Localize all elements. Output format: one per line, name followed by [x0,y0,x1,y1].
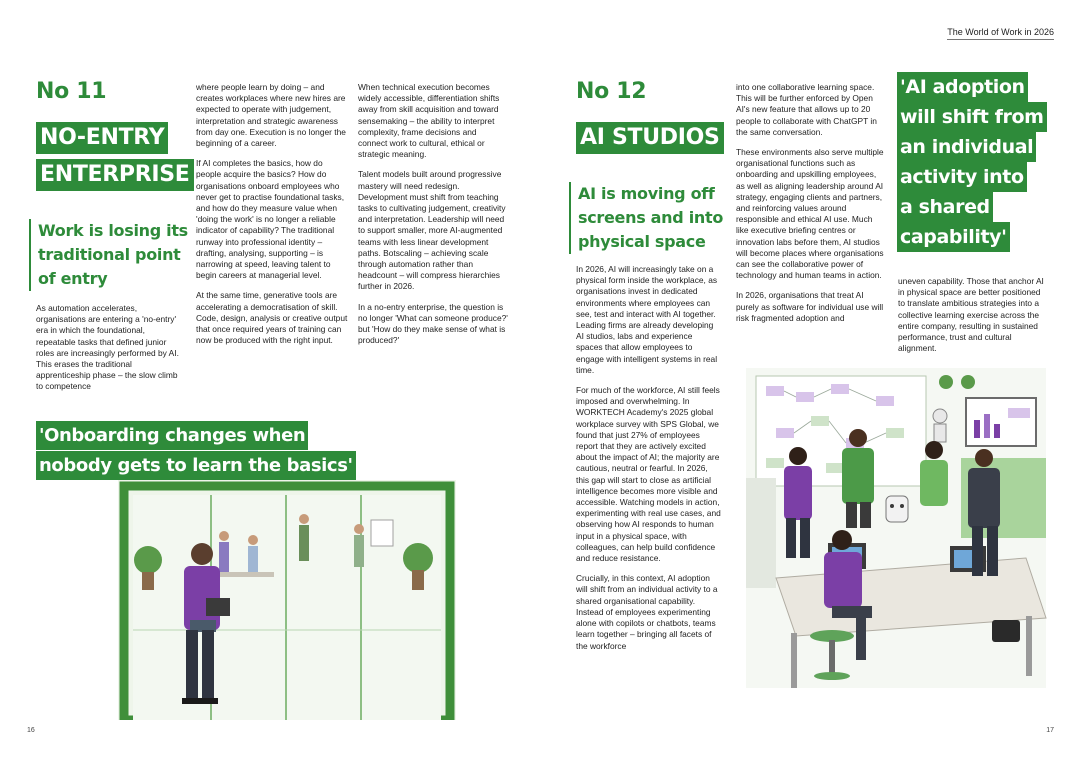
pull-quote [897,72,1047,252]
subhead-line: screens and into [578,208,724,227]
page-number: 17 [1046,727,1054,734]
pull-quote [36,421,356,481]
subhead-line: AI is moving off [578,184,715,203]
paragraph: In 2026, AI will increasingly take on a physical form inside the workplace, as organisations invest in dedicated environments where employees can see, test and interact with AI together. Leading firms are already developing AI studios, labs and experience spaces that allow employees to engage with intelligent systems in real time. [576,264,718,375]
paragraph: where people learn by doing – and creates workplaces where new hires are expected to operate with judgement, interpretation and strategic awareness from day one. Execution is no longer the beginning of a career. [196,82,346,149]
article-subhead [29,219,188,291]
body-column-1 [576,264,721,652]
article-subhead [569,182,723,254]
office-glass-room-illustration [36,480,516,720]
ai-studio-team-illustration [736,368,1056,698]
body-column-1 [36,303,186,393]
paragraph: If AI completes the basics, how do people acquire the basics? How do organisations onboard employees who never get to practise foundational tasks, and how do they measure value when 'doing the work' is no longer a reliable indicator of capability? The traditional runway into professional identity – drafting, analysing, supporting – is narrowing at speed, leaving talent to begin careers at managerial level. [196,158,345,281]
right-page [540,0,1080,764]
quote-line: an individual [897,132,1036,162]
paragraph: In a no-entry enterprise, the question is no longer 'What can someone produce?' but 'How do they make sense of what is produced?' [358,301,508,346]
quote-line: 'AI adoption [897,72,1028,102]
paragraph: into one collaborative learning space. This will be further enforced by Open AI's new feature that allows up to 20 people to collaborate with ChatGPT in the same conversation. [736,82,877,137]
quote-line: a shared [897,192,993,222]
article-title [36,122,194,196]
subhead-line: of entry [38,269,108,288]
running-head: The World of Work in 2026 [947,27,1054,37]
article-title [576,122,724,159]
quote-line: capability' [897,222,1010,252]
paragraph: These environments also serve multiple organisational functions such as onboarding and upskilling employees, as well as aligning leadership around AI strategy, engaging clients and partners, and reinforcing values around responsible and ethical AI use. Much like executive briefing centres or innovation labs before them, AI studios will become places where organisations can see the collaborative power of technology and human teams in action. [736,147,884,281]
paragraph: In 2026, organisations that treat AI purely as software for individual use will risk fragmented adoption and [736,290,884,323]
subhead-line: Work is losing its [38,221,188,240]
body-column-3 [358,82,508,346]
paragraph: uneven capability. Those that anchor AI in physical space are better positioned to translate ambitious strategies into a collective learning exercise across the entire company, resulting in sustained performance, trust and cultural alignment. [898,276,1044,354]
quote-line: will shift from [897,102,1047,132]
quote-line: activity into [897,162,1027,192]
title-line: ENTERPRISE [36,159,194,191]
paragraph: When technical execution becomes widely accessible, differentiation shifts away from skill acquisition and toward sensemaking – the ability to interpret complexity, frame decisions and connect work to cultural, ethical or strategic meaning. [358,82,500,160]
page-number: 16 [27,727,35,734]
body-column-2 [196,82,348,346]
subhead-line: physical space [578,232,706,251]
paragraph: Crucially, in this context, AI adoption will shift from an individual activity to a shared organisational capability. Instead of employees experimenting alone with copilots or chatbots, teams learn together – bringing all facets of the workforce [576,573,718,651]
paragraph: Talent models built around progressive mastery will need redesign. Development must shift from teaching tasks to cultivating judgement, creativity and interpretation. Leadership will need to support smaller, more AI-augmented teams with less linear development paths. Botscaling – achieving scale through automation rather than headcount – will compress hierarchies further in 2026. [358,169,506,292]
title-line: AI STUDIOS [576,122,724,154]
title-line: NO-ENTRY [36,122,168,154]
body-column-2 [736,82,886,324]
paragraph: At the same time, generative tools are accelerating a democratisation of skill. Code, design, analysis or creative output that once required years of training can now be produced with the right input. [196,290,348,346]
article-number: No 12 [576,79,647,104]
quote-line: 'Onboarding changes when [36,421,308,450]
paragraph: For much of the workforce, AI still feels imposed and overwhelming. In WORKTECH Academy's 2025 global workplace survey with SPS Global, we found that just 27% of employees report that they are actively excited about the impact of AI; the majority are cautious, neutral or fearful. In 2026, this gap will start to close as artificial intelligence becomes more visible and accessible. Watching models in action, experimenting with real use cases, and observing how AI responds to human input in a physical space, with colleagues, can help build confidence and reduce resistance. [576,385,721,564]
subhead-line: traditional point [38,245,181,264]
quote-line: nobody gets to learn the basics' [36,451,356,480]
paragraph: As automation accelerates, organisations are entering a 'no-entry' era in which the foundational, repeatable tasks that defined junior roles are increasingly performed by AI. This erases the traditional apprenticeship phase – the slow climb to competence [36,303,179,392]
body-column-3 [898,276,1048,354]
article-number: No 11 [36,79,107,104]
